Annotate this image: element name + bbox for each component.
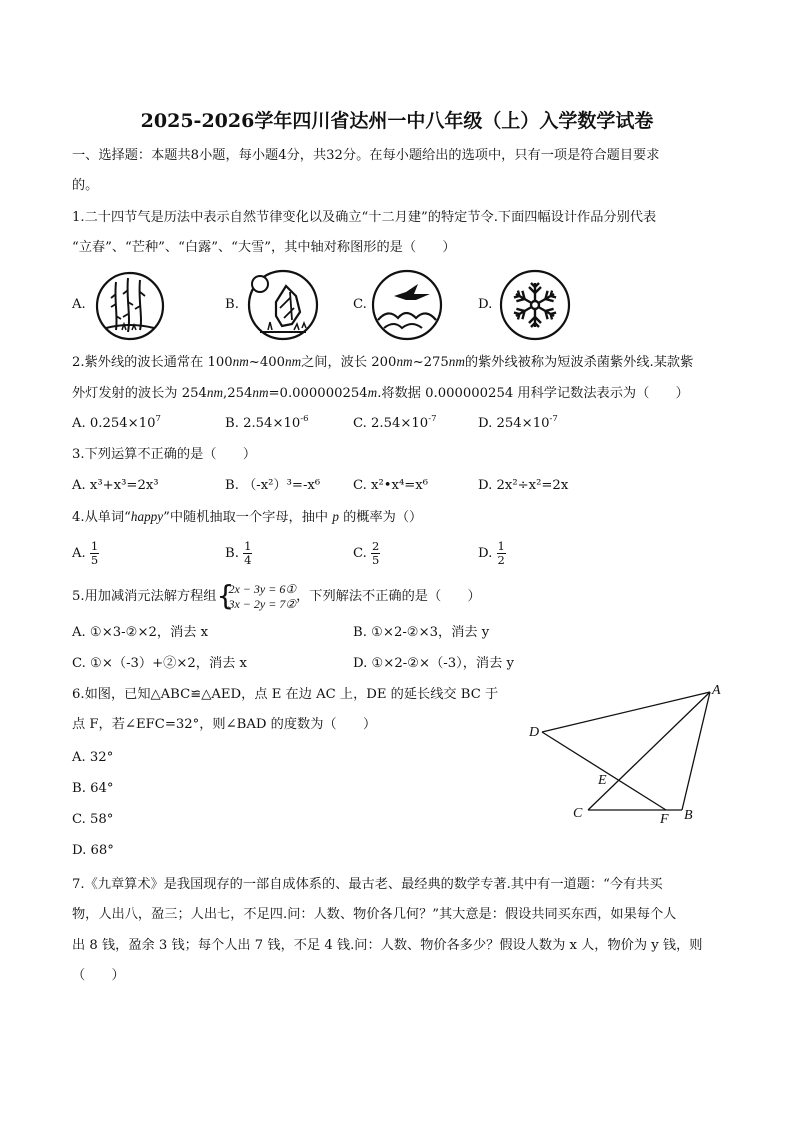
question-7-line-3: 出 8 钱，盈余 3 钱；每个人出 7 钱，不足 4 钱.问：人数、物价各多少？假设人数为 x 人，物价为 y 钱，则 xyxy=(72,938,703,953)
section-heading: 一、选择题：本题共8小题，每小题4分，共32分。在每小题给出的选项中，只有一项是符合题目要求 xyxy=(72,148,660,163)
q4-option-c: C. $\frac{2}{5}$ xyxy=(353,539,380,567)
fraction: $\frac{1}{2}$ xyxy=(497,539,505,567)
q6-option-b: B. 64° xyxy=(72,781,114,796)
question-6-line-2: 点 F，若∠EFC=32°，则∠BAD 的度数为（ ） xyxy=(72,717,377,732)
q4-option-d: D. $\frac{1}{2}$ xyxy=(478,539,505,567)
q4-option-b: B. $\frac{1}{4}$ xyxy=(225,539,252,567)
q1-option-a: A. xyxy=(72,297,86,312)
fraction: $\frac{2}{5}$ xyxy=(372,539,380,567)
q2-option-c: C. $2.54\times 10^{-7}$ xyxy=(353,414,437,431)
fraction: $\frac{1}{5}$ xyxy=(90,539,99,567)
segment-ad xyxy=(542,692,710,732)
point-label-b: B xyxy=(684,808,693,823)
question-1-line-2: “立春”、“芒种”、“白露”、“大雪”，其中轴对称图形的是（ ） xyxy=(72,240,456,255)
point-label-d: D xyxy=(529,725,540,740)
q6-option-d: D. 68° xyxy=(72,843,114,858)
page-title: 2025-2026学年四川省达州一中八年级（上）入学数学试卷 xyxy=(140,110,654,132)
q1-option-c: C. xyxy=(353,297,367,312)
question-7-line-4: （ ） xyxy=(72,968,125,983)
question-3-stem: 3.下列运算不正确的是（ ） xyxy=(72,447,257,462)
question-7-line-2: 物，人出八，盈三；人出七，不足四.问：人数、物价各几何？”其大意是：假设共同买东西，如果每个人 xyxy=(72,907,677,922)
point-label-a: A xyxy=(712,683,721,698)
q4-option-a: A. $\frac{1}{5}$ xyxy=(72,539,99,567)
q3-option-d: D. 2x²÷x²=2x xyxy=(478,478,569,493)
q5-option-b: B. ①×2-②×3，消去 y xyxy=(353,625,490,640)
q1-option-b: B. xyxy=(225,297,239,312)
question-4-stem: 4.从单词“happy”中随机抽取一个字母，抽中 p 的概率为（） xyxy=(72,509,423,525)
point-label-e: E xyxy=(598,773,607,788)
question-5-stem: 5.用加减消元法解方程组 { 2x − 3y = 6① 3x − 2y = 7② ，下列解法不正确的是（ ） xyxy=(72,578,481,612)
q2-option-a: A. $0.254\times 10^7$ xyxy=(72,414,161,431)
question-6-line-1: 6.如图，已知△ABC≌△AED，点 E 在边 AC 上，DE 的延长线交 BC 于 xyxy=(72,687,499,702)
q5-option-d: D. ①×2-②×（-3），消去 y xyxy=(353,656,514,671)
segment-df xyxy=(542,732,666,810)
snowflake-icon xyxy=(498,268,572,342)
question-1-line-1: 1.二十四节气是历法中表示自然节律变化以及确立“十二月建”的特定节令.下面四幅设计作品分别代表 xyxy=(72,210,657,225)
q3-option-b: B. （-x²）³=-x⁶ xyxy=(225,478,321,493)
segment-ca xyxy=(588,692,710,810)
q5-option-a: A. ①×3-②×2，消去 x xyxy=(72,625,209,640)
q5-option-c: C. ①×（-3）+②×2，消去 x xyxy=(72,656,247,671)
point-label-c: C xyxy=(573,806,583,821)
question-7-line-1: 7.《九章算术》是我国现存的一部自成体系的、最古老、最经典的数学专著.其中有一道题：“今有共买 xyxy=(72,877,663,892)
grain-ear-icon xyxy=(246,268,320,342)
q2-option-b: B. $2.54\times 10^{-6}$ xyxy=(225,414,309,431)
q1-option-d: D. xyxy=(478,297,493,312)
segment-ab xyxy=(682,692,710,810)
white-dew-bird-icon xyxy=(370,268,444,342)
equation-system: { 2x − 3y = 6① 3x − 2y = 7② xyxy=(216,578,297,612)
section-heading-tail: 的。 xyxy=(72,178,99,193)
question-2-line-2: 外灯发射的波长为 254nm,254nm=0.000000254m.将数据 0.000000254 用科学记数法表示为（ ） xyxy=(72,385,689,401)
q3-option-a: A. x³+x³=2x³ xyxy=(72,478,159,493)
fraction: $\frac{1}{4}$ xyxy=(244,539,252,567)
q6-option-a: A. 32° xyxy=(72,750,114,765)
triangle-figure xyxy=(520,680,730,830)
q3-option-c: C. x²•x⁴=x⁶ xyxy=(353,478,429,493)
point-label-f: F xyxy=(660,812,669,827)
q6-option-c: C. 58° xyxy=(72,812,114,827)
q2-option-d: D. $254\times 10^{-7}$ xyxy=(478,414,558,431)
question-2-line-1: 2.紫外线的波长通常在 100nm~400nm之间，波长 200nm~275nm的紫外线被称为短波杀菌紫外线.某款紫 xyxy=(72,354,694,370)
spring-willow-icon xyxy=(94,270,166,342)
